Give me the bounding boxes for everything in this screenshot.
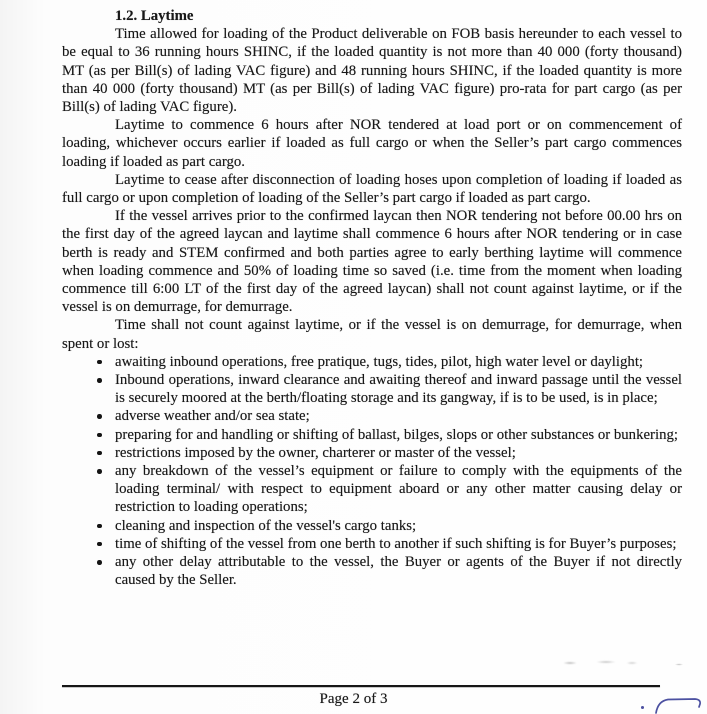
paragraph: Time allowed for loading of the Product deliverable on FOB basis hereunder to each vessel to be equal to 36 running hours SHINC, if the loaded quantity is not more than 40 000 (forty thousand) MT (as per Bill(s) of lading VAC figure) and 48 running hours SHINC, if the loaded quantity is more than 40 000 (forty thousand) MT (as per Bill(s) of lading VAC figure) pro-rata for part cargo (as per Bill(s) of lading VAC figure). (62, 26, 682, 116)
page-number: Page 2 of 3 (319, 691, 388, 707)
list-item-text: adverse weather and/or sea state; (115, 408, 310, 425)
list-item-text: Inbound operations, inward clearance and awaiting thereof and inward passage until the vessel is securely moored at the berth/floating storage and its gangway, if is to be used, is in place; (115, 372, 682, 407)
list-item (95, 553, 682, 589)
scan-smudge (558, 659, 646, 666)
bullet-dot-icon (97, 378, 102, 383)
paragraph: Laytime to commence 6 hours after NOR tendered at load port or on commencement of loading, whichever occurs earlier if loaded as full cargo or when the Seller’s part cargo commences loading if loaded as part cargo. (62, 117, 682, 170)
list-item-text: awaiting inbound operations, free pratique, tugs, tides, pilot, high water level or daylight; (115, 353, 644, 370)
list-item-text: any other delay attributable to the vessel, the Buyer or agents of the Buyer if not directly caused by the Seller. (115, 554, 682, 589)
ink-dot-mark (641, 706, 644, 709)
ink-stroke (656, 699, 700, 713)
list-item-text: preparing for and handling or shifting of ballast, bilges, slops or other substances or bunkering; (115, 426, 678, 443)
list-item-text: cleaning and inspection of the vessel's cargo tanks; (115, 517, 417, 534)
list-item (95, 444, 682, 462)
paragraph: Time shall not count against laytime, or if the vessel is on demurrage, for demurrage, when spent or lost: (62, 317, 682, 352)
bullet-dot-icon (97, 360, 102, 365)
ink-signature-mark (655, 697, 707, 714)
list-item-text: restrictions imposed by the owner, charterer or master of the vessel; (115, 444, 516, 461)
list-item (95, 371, 682, 407)
list-item (95, 462, 682, 517)
bullet-dot-icon (97, 433, 102, 438)
section-heading: 1.2. Laytime (115, 8, 194, 24)
bullet-dot-icon (97, 542, 102, 547)
list-item (95, 407, 682, 425)
bullet-dot-icon (97, 469, 102, 474)
list-item (95, 426, 682, 444)
scan-smudge (672, 662, 686, 667)
bullet-dot-icon (97, 524, 102, 529)
page-footer (0, 691, 707, 708)
list-item-text: time of shifting of the vessel from one berth to another if such shifting is for Buyer’s purposes; (115, 535, 677, 552)
paragraph: If the vessel arrives prior to the confirmed laycan then NOR tendering not before 00.00 hrs on the first day of the agreed laycan and laytime shall commence 6 hours after NOR tendering or in case berth is ready and STEM confirmed and both parties agree to early berthing laytime will commence when loading commence and 50% of loading time so saved (i.e. time from the moment when loading commence till 6:00 LT of the first day of the agreed laycan) shall not count against laytime, or if the vessel is on demurrage, for demurrage. (62, 208, 682, 316)
list-item (95, 535, 682, 553)
bullet-dot-icon (97, 451, 102, 456)
footer-rule (62, 685, 660, 687)
paragraph: Laytime to cease after disconnection of loading hoses upon completion of loading if loaded as full cargo or upon completion of loading of the Seller’s part cargo if loaded as part cargo. (62, 171, 682, 207)
list-item (95, 517, 682, 535)
bullet-dot-icon (97, 414, 102, 419)
bullet-dot-icon (97, 560, 102, 565)
list-item (95, 353, 682, 371)
bullet-list (95, 353, 682, 590)
list-item-text: any breakdown of the vessel’s equipment or failure to comply with the equipments of the loading terminal/ with respect to equipment aboard or any other matter causing delay or restriction to loading operations; (115, 463, 682, 516)
